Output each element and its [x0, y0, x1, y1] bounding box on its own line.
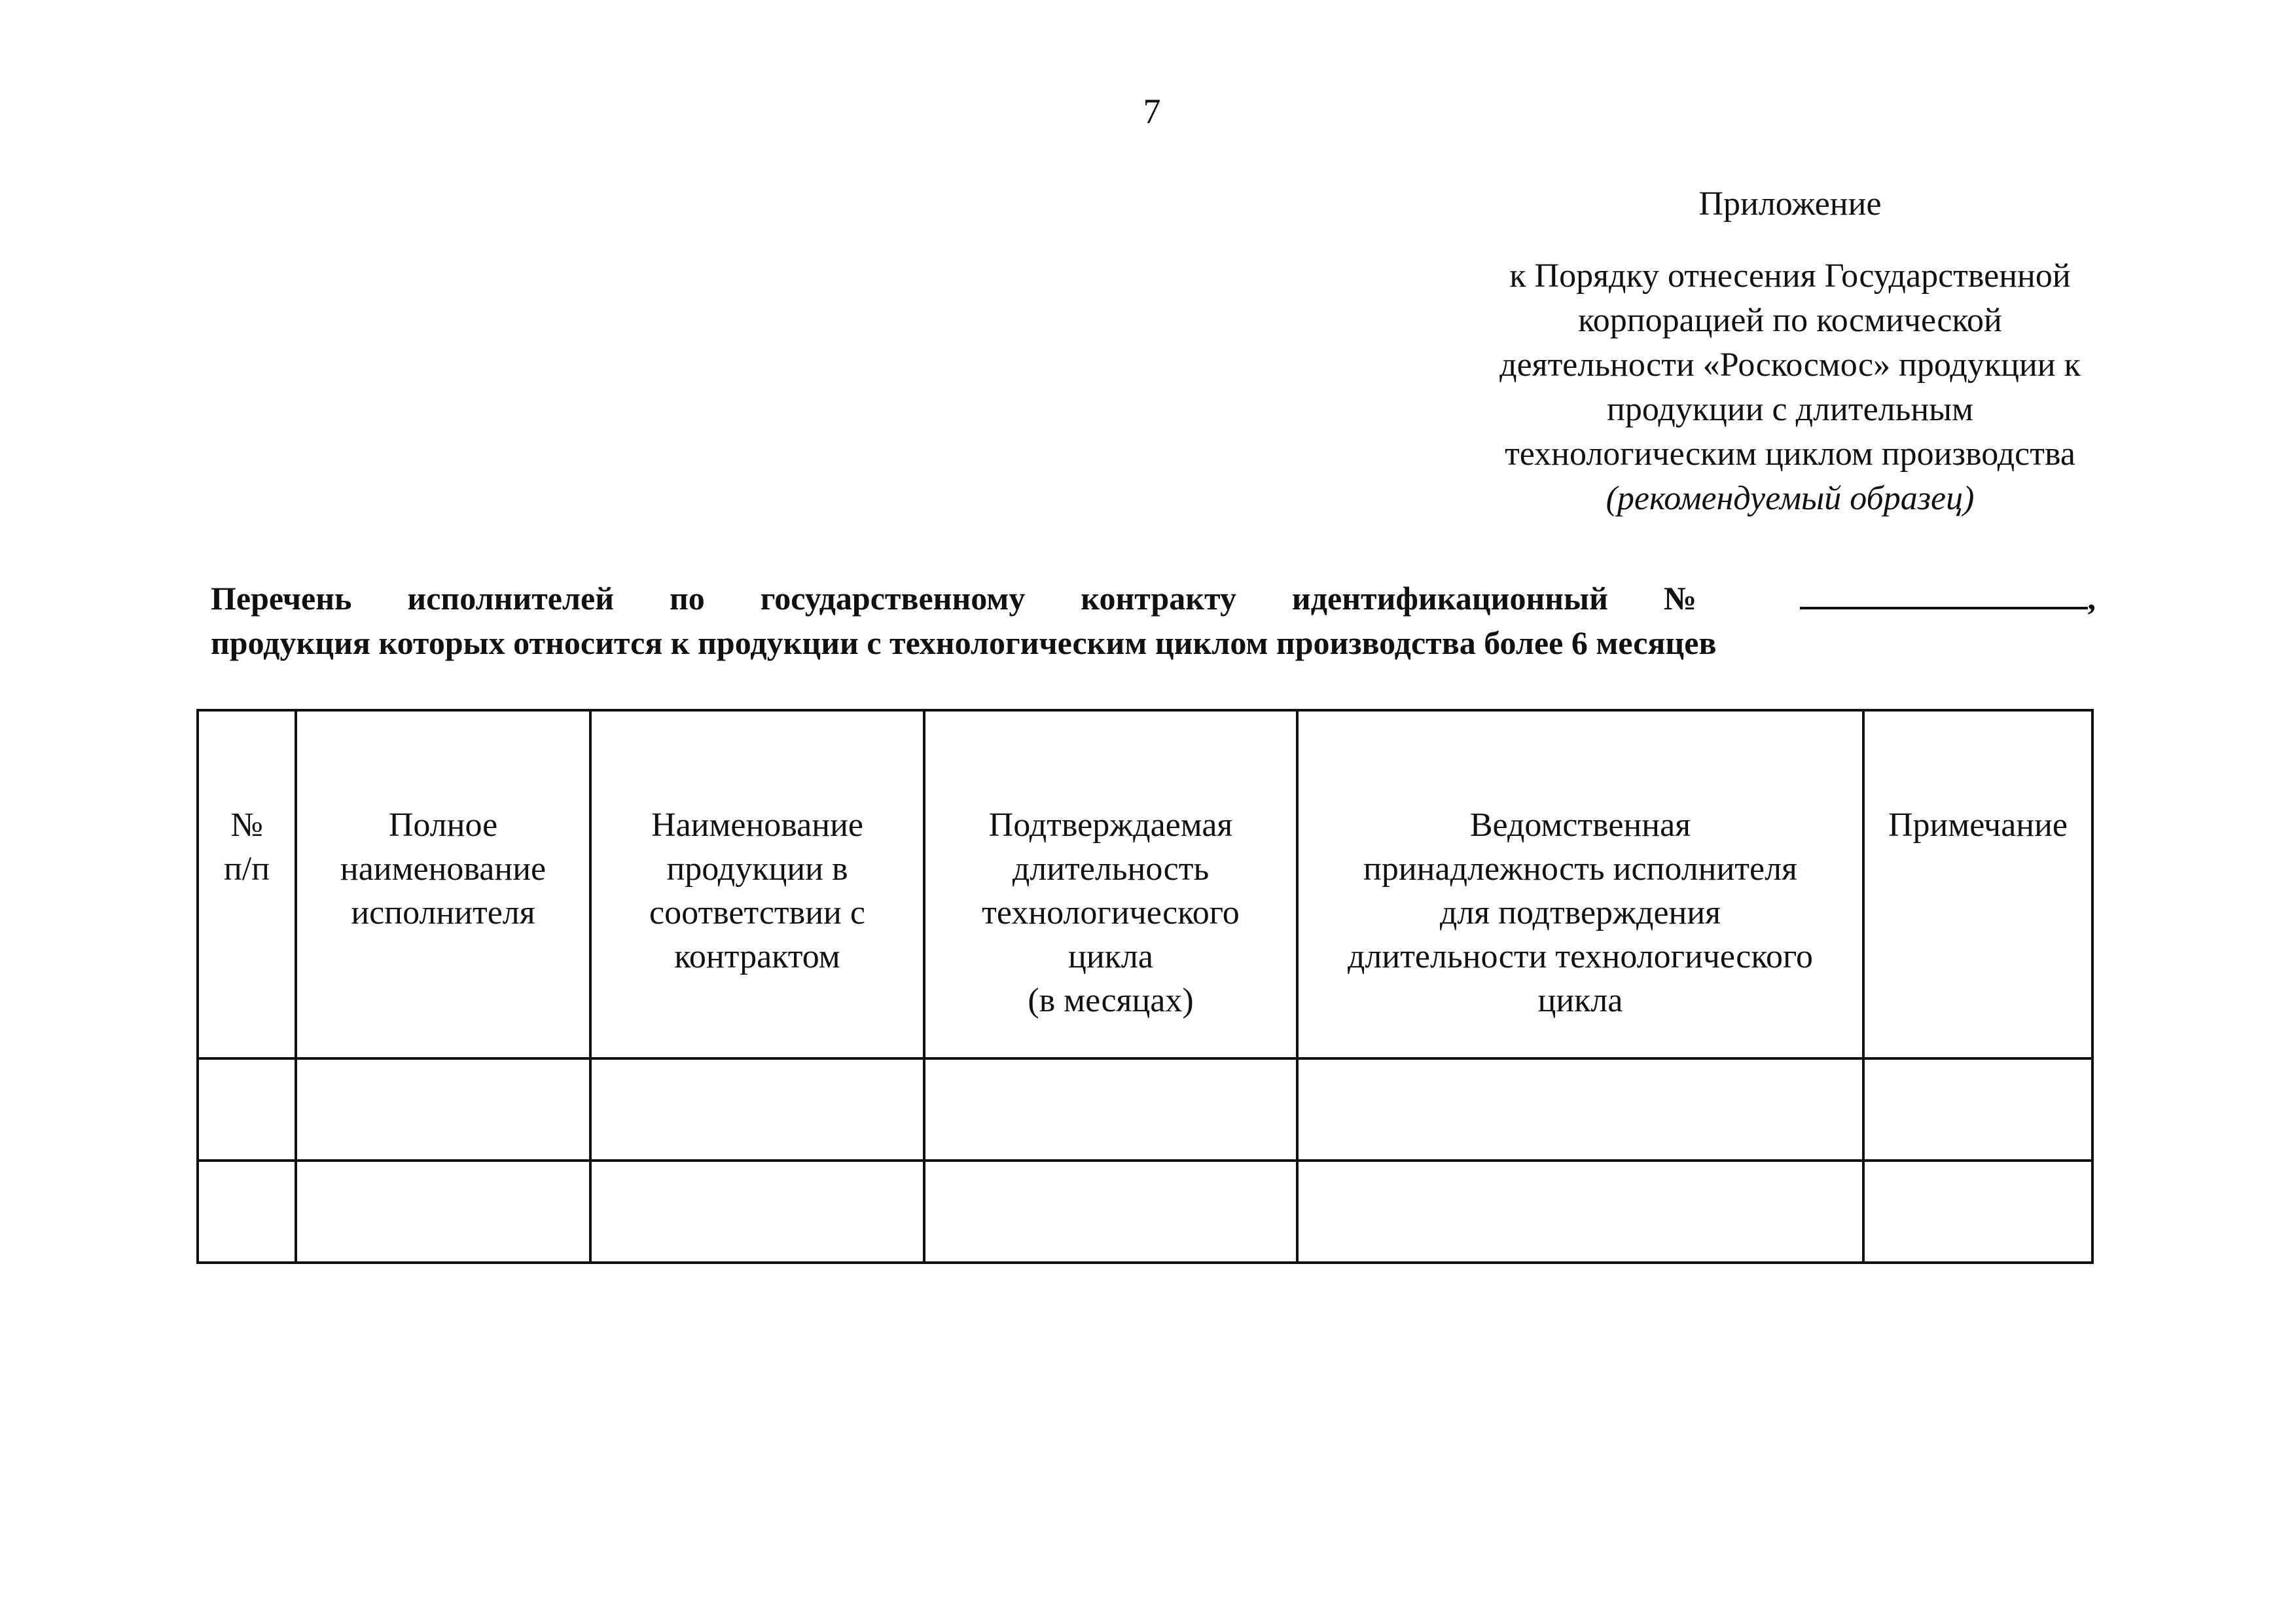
appendix-line: к Порядку отнесения Государственной: [1509, 257, 2071, 295]
table-cell: [296, 1161, 590, 1263]
column-header-line: Наименование: [651, 806, 863, 844]
appendix-block: [1427, 182, 2153, 521]
column-header-line: п/п: [223, 850, 270, 888]
column-header-line: соответствии с: [649, 894, 865, 931]
column-header-line: цикла: [1537, 982, 1623, 1019]
column-header-line: (в месяцах): [1028, 982, 1194, 1019]
column-header-line: длительности технологического: [1347, 938, 1814, 975]
column-header-line: контрактом: [674, 938, 840, 975]
table-cell: [590, 1161, 924, 1263]
table-cell: [590, 1058, 924, 1161]
column-header-line: Примечание: [1888, 806, 2068, 844]
table-cell: [198, 1058, 296, 1161]
column-header-line: принадлежность исполнителя: [1363, 850, 1797, 888]
table-cell: [924, 1058, 1297, 1161]
column-header-contractor-name: [296, 710, 590, 1058]
table-cell: [296, 1058, 590, 1161]
column-header-line: продукции в: [666, 850, 848, 888]
document-title-line-1-text: Перечень исполнителей по государственному контракту идентификационный №: [211, 580, 1744, 617]
appendix-line: корпорацией по космической: [1578, 302, 2002, 339]
column-header-line: длительность: [1012, 850, 1210, 888]
column-header-note: [1863, 710, 2092, 1058]
document-title-line-1-suffix: ,: [2087, 580, 2096, 617]
appendix-title: Приложение: [1698, 185, 1882, 223]
column-header-line: технологического: [982, 894, 1240, 931]
table-cell: [1297, 1058, 1863, 1161]
table-cell: [924, 1161, 1297, 1263]
contractors-table: [196, 709, 2094, 1264]
column-header-cycle-duration: [924, 710, 1297, 1058]
column-header-line: Ведомственная: [1469, 806, 1691, 844]
column-header-line: Полное: [388, 806, 498, 844]
table-row: [198, 1161, 2092, 1263]
column-header-line: цикла: [1068, 938, 1153, 975]
column-header-product-name: [590, 710, 924, 1058]
table-cell: [198, 1161, 296, 1263]
column-header-departmental-affiliation: [1297, 710, 1863, 1058]
column-header-line: №: [230, 806, 263, 844]
column-header-line: наименование: [340, 850, 547, 888]
table-cell: [1863, 1161, 2092, 1263]
appendix-line: технологическим циклом производства: [1505, 435, 2075, 473]
document-title: [211, 576, 2096, 665]
table-header-row: [198, 710, 2092, 1058]
column-header-line: для подтверждения: [1439, 894, 1721, 931]
appendix-line: продукции с длительным: [1607, 391, 1973, 428]
page-number: 7: [1143, 92, 1161, 131]
table-row: [198, 1058, 2092, 1161]
column-header-line: Подтверждаемая: [988, 806, 1233, 844]
table-cell: [1297, 1161, 1863, 1263]
contract-number-blank: [1800, 578, 2088, 609]
appendix-line: деятельности «Роскосмос» продукции к: [1499, 346, 2081, 384]
table-cell: [1863, 1058, 2092, 1161]
column-header-number: [198, 710, 296, 1058]
column-header-line: исполнителя: [351, 894, 535, 931]
document-title-line-1: [211, 576, 2096, 621]
document-title-line-2: продукция которых относится к продукции с технологическим циклом производства более 6 месяцев: [211, 624, 1717, 661]
appendix-note: (рекомендуемый образец): [1605, 480, 1975, 517]
